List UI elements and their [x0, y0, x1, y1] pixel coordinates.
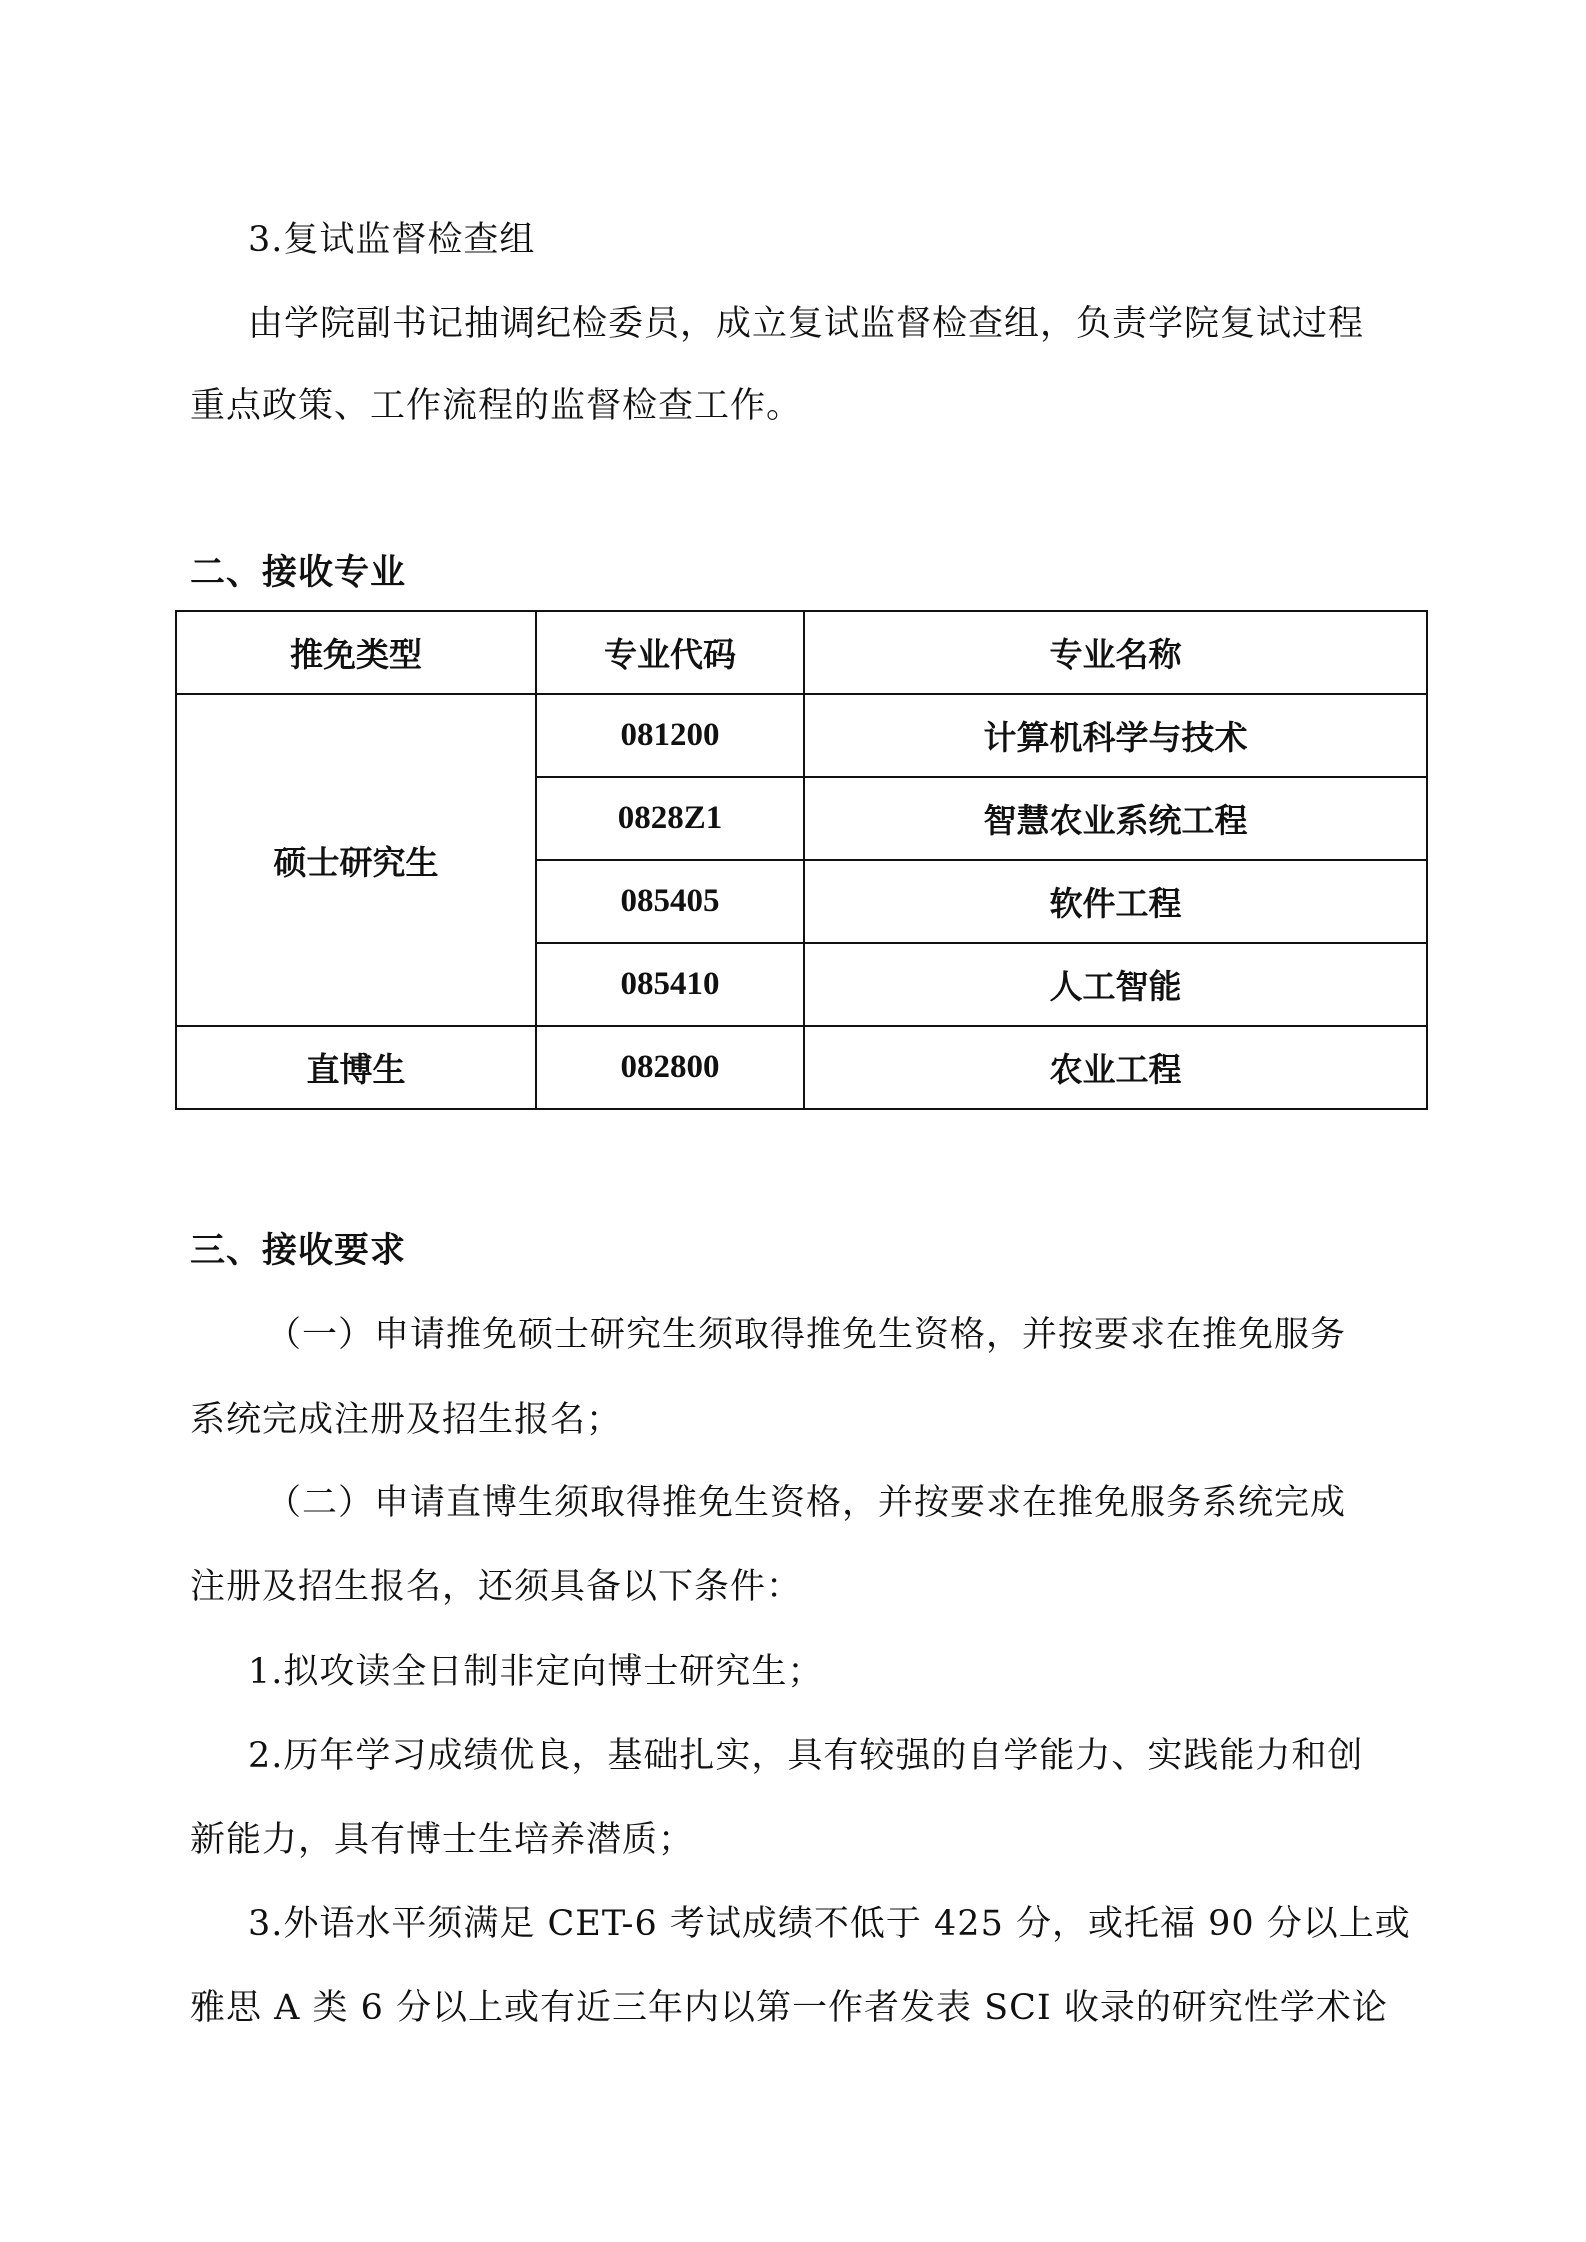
condition-item: 3.外语水平须满足 CET-6 考试成绩不低于 425 分，或托福 90 分以上或	[248, 1904, 1411, 1944]
paragraph-line: （二）申请直博生须取得推免生资格，并按要求在推免服务系统完成	[266, 1483, 1347, 1523]
paragraph-line: 由学院副书记抽调纪检委员，成立复试监督检查组，负责学院复试过程	[248, 304, 1365, 344]
recommend-type-cell: 直博生	[176, 1026, 536, 1109]
major-code-cell: 082800	[536, 1026, 804, 1109]
condition-item: 2.历年学习成绩优良，基础扎实，具有较强的自学能力、实践能力和创	[248, 1736, 1364, 1776]
paragraph-line: 系统完成注册及招生报名；	[190, 1400, 623, 1440]
major-name-cell: 智慧农业系统工程	[804, 777, 1427, 860]
recommend-type-cell: 硕士研究生	[176, 694, 536, 1026]
paragraph-line: 重点政策、工作流程的监督检查工作。	[190, 386, 803, 426]
majors-table	[175, 610, 1428, 1110]
table-row	[176, 694, 1427, 777]
table-header-cell: 专业名称	[804, 611, 1427, 694]
table-header-cell: 推免类型	[176, 611, 536, 694]
paragraph-line: 注册及招生报名，还须具备以下条件：	[190, 1567, 803, 1607]
section-heading: 三、接收要求	[190, 1231, 407, 1271]
subsection-title: 3.复试监督检查组	[248, 220, 536, 260]
condition-item: 1.拟攻读全日制非定向博士研究生；	[248, 1652, 824, 1692]
major-code-cell: 085405	[536, 860, 804, 943]
paragraph-line: 新能力，具有博士生培养潜质；	[190, 1820, 695, 1860]
major-name-cell: 农业工程	[804, 1026, 1427, 1109]
table-header-row	[176, 611, 1427, 694]
section-heading: 二、接收专业	[190, 553, 407, 593]
table-row	[176, 1026, 1427, 1109]
major-code-cell: 081200	[536, 694, 804, 777]
paragraph-line: 雅思 A 类 6 分以上或有近三年内以第一作者发表 SCI 收录的研究性学术论	[190, 1988, 1388, 2028]
major-name-cell: 软件工程	[804, 860, 1427, 943]
table-header-cell: 专业代码	[536, 611, 804, 694]
paragraph-line: （一）申请推免硕士研究生须取得推免生资格，并按要求在推免服务	[266, 1315, 1347, 1355]
major-name-cell: 人工智能	[804, 943, 1427, 1026]
major-name-cell: 计算机科学与技术	[804, 694, 1427, 777]
major-code-cell: 085410	[536, 943, 804, 1026]
major-code-cell: 0828Z1	[536, 777, 804, 860]
